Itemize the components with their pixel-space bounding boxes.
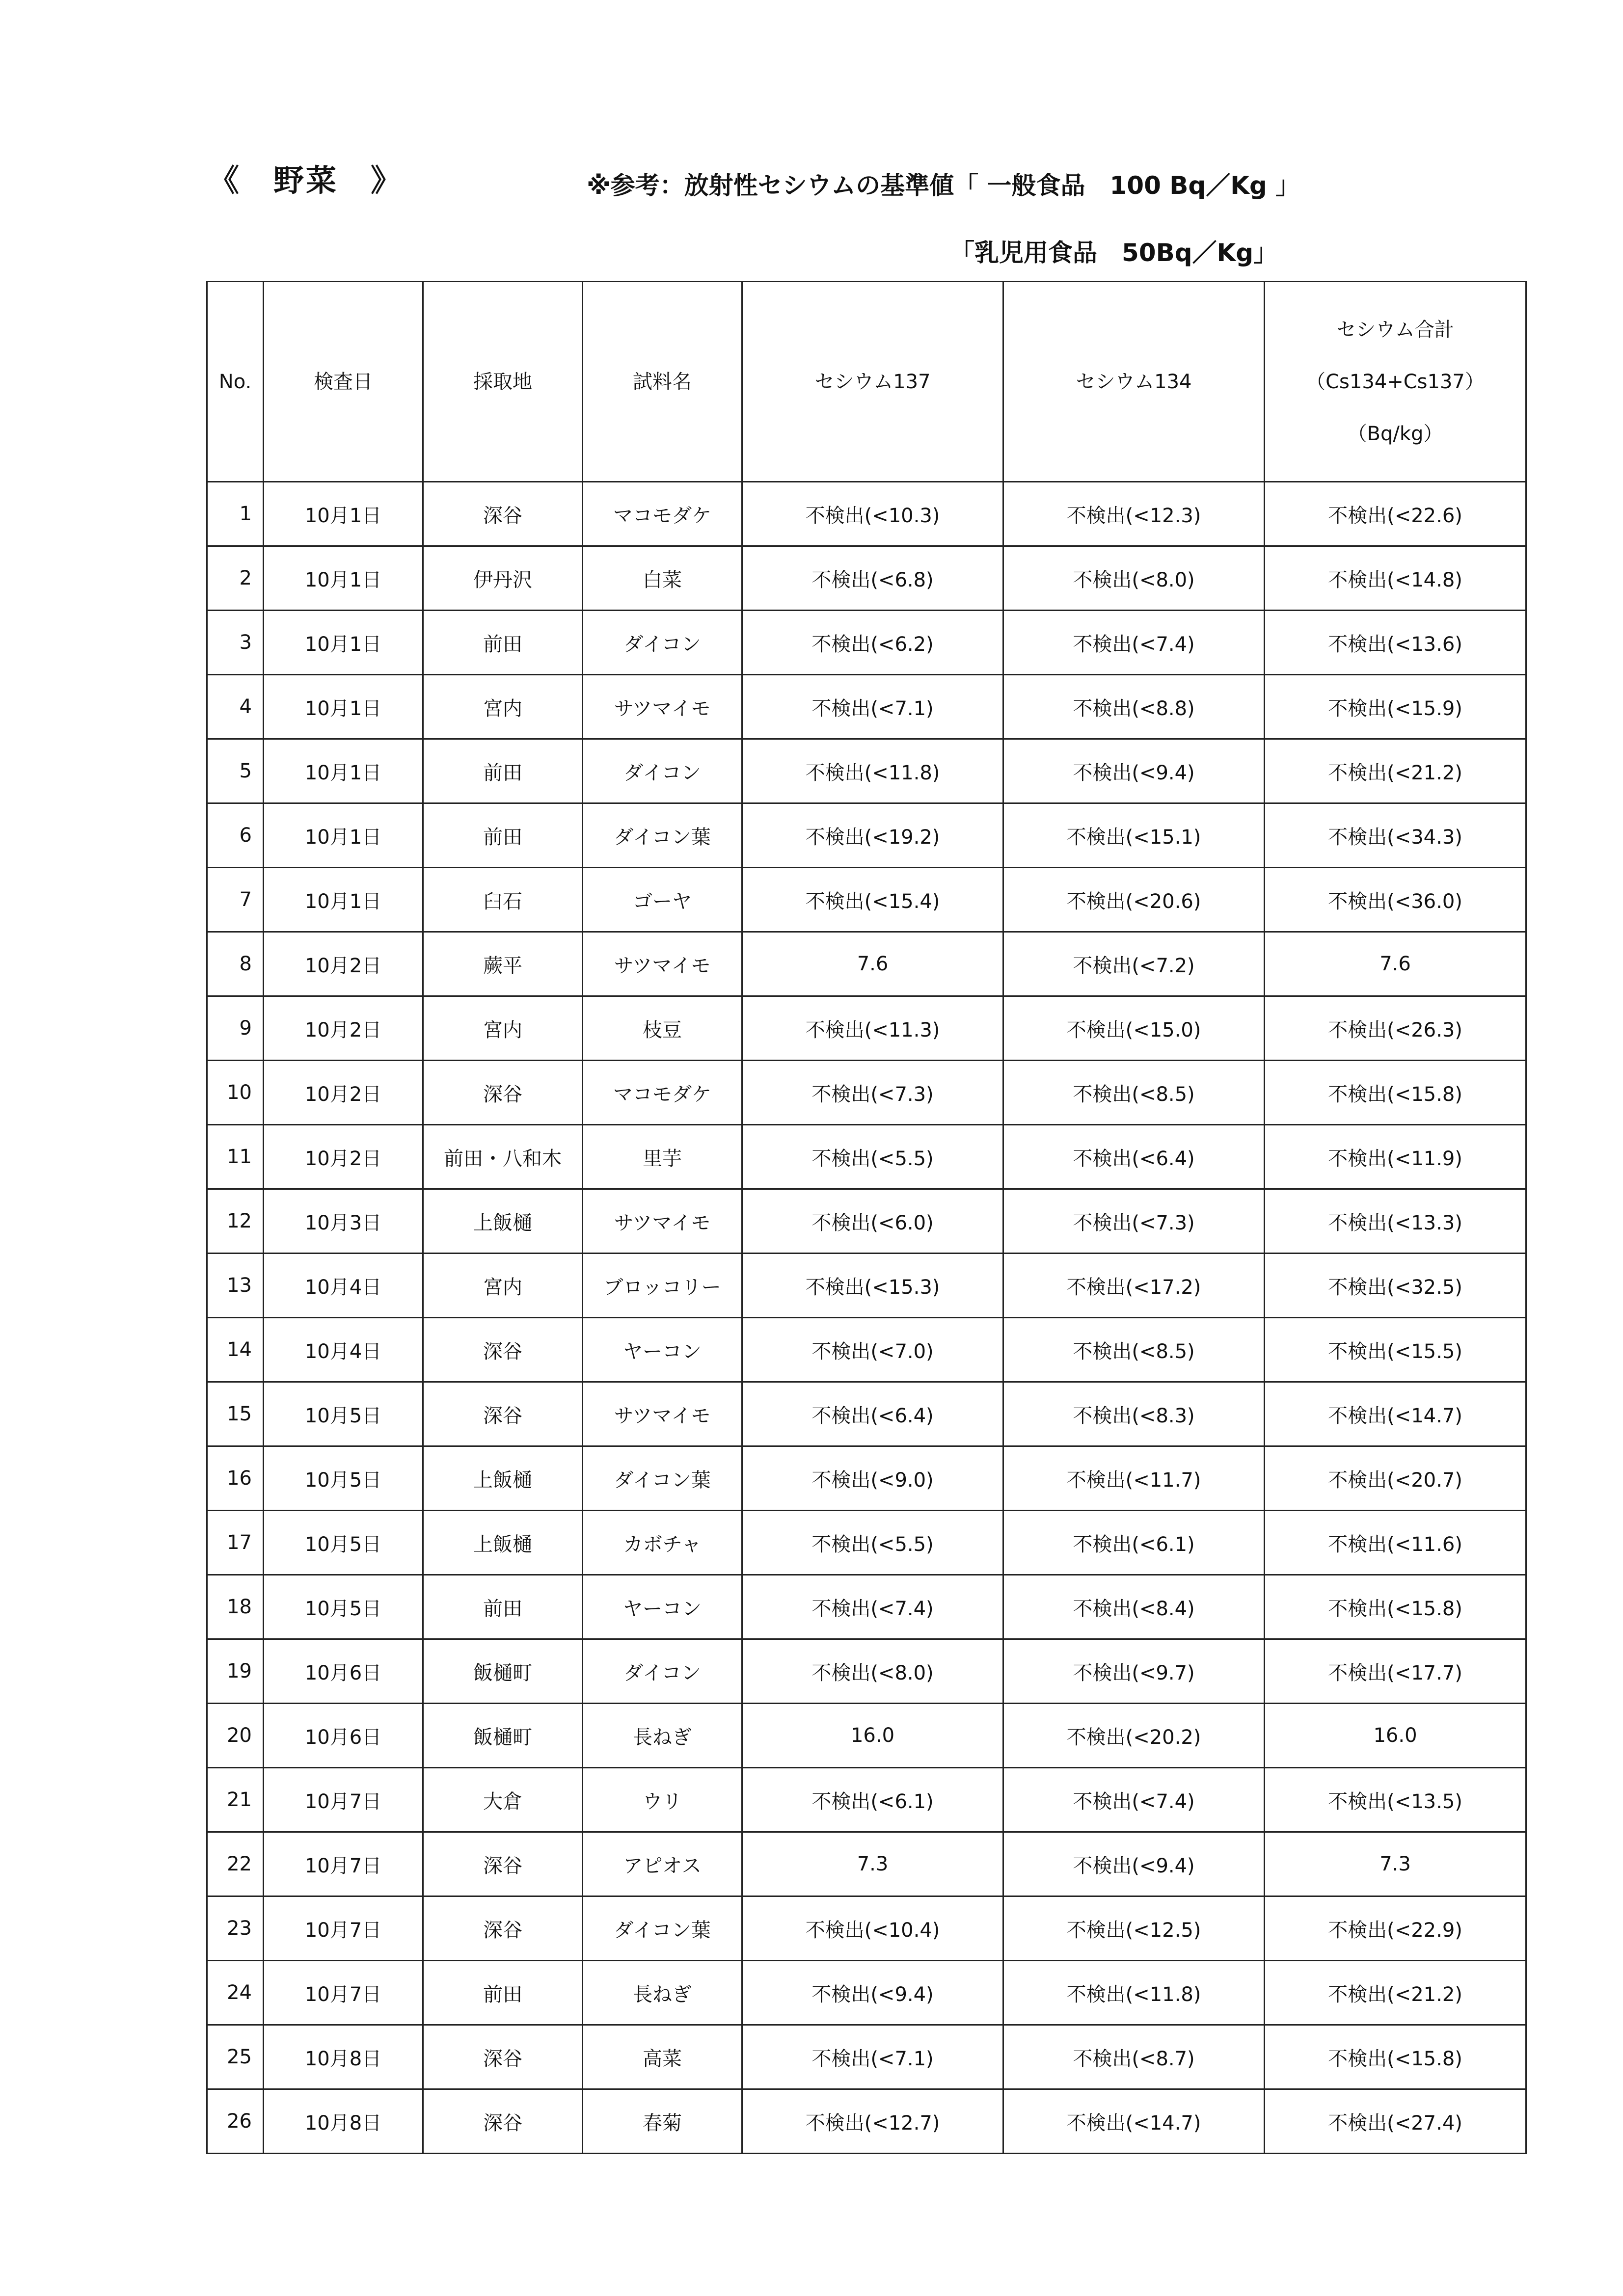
cell-date: 10月3日	[264, 1189, 423, 1254]
cell-location: 前田	[423, 1961, 583, 2025]
cell-sample: ヤーコン	[583, 1575, 742, 1639]
cell-location: 前田	[423, 803, 583, 868]
cell-date: 10月5日	[264, 1446, 423, 1511]
cell-total: 不検出(<11.6)	[1265, 1511, 1526, 1575]
header-row	[207, 282, 1526, 482]
cell-date: 10月1日	[264, 739, 423, 803]
cell-total: 不検出(<20.7)	[1265, 1446, 1526, 1511]
cell-no: 23	[207, 1896, 264, 1961]
col-header-sample: 試料名	[583, 282, 742, 482]
cell-cs137: 不検出(<11.3)	[742, 996, 1003, 1061]
cell-sample: ダイコン	[583, 1639, 742, 1704]
cell-location: 宮内	[423, 1254, 583, 1318]
cell-cs137: 不検出(<6.8)	[742, 546, 1003, 611]
table-row	[207, 1896, 1526, 1961]
cell-total: 不検出(<17.7)	[1265, 1639, 1526, 1704]
cell-sample: ウリ	[583, 1768, 742, 1832]
cell-cs134: 不検出(<8.4)	[1003, 1575, 1265, 1639]
cell-no: 3	[207, 611, 264, 675]
cell-total: 不検出(<15.8)	[1265, 2025, 1526, 2089]
cell-no: 8	[207, 932, 264, 996]
cell-sample: 枝豆	[583, 996, 742, 1061]
cell-cs134: 不検出(<20.6)	[1003, 868, 1265, 932]
cell-cs137: 不検出(<6.0)	[742, 1189, 1003, 1254]
col-header-date: 検査日	[264, 282, 423, 482]
cell-cs134: 不検出(<7.3)	[1003, 1189, 1265, 1254]
cell-no: 11	[207, 1125, 264, 1189]
cell-cs137: 不検出(<7.0)	[742, 1318, 1003, 1382]
cell-cs134: 不検出(<6.4)	[1003, 1125, 1265, 1189]
table-row	[207, 1254, 1526, 1318]
table-row	[207, 482, 1526, 546]
cell-cs137: 不検出(<6.4)	[742, 1382, 1003, 1446]
cell-location: 前田	[423, 1575, 583, 1639]
cell-cs134: 不検出(<14.7)	[1003, 2089, 1265, 2154]
table-row	[207, 1639, 1526, 1704]
cell-cs134: 不検出(<9.4)	[1003, 1832, 1265, 1896]
cell-date: 10月6日	[264, 1704, 423, 1768]
cell-sample: 里芋	[583, 1125, 742, 1189]
cell-sample: サツマイモ	[583, 1189, 742, 1254]
cell-cs134: 不検出(<15.0)	[1003, 996, 1265, 1061]
cell-date: 10月2日	[264, 996, 423, 1061]
cell-no: 22	[207, 1832, 264, 1896]
cell-cs137: 7.3	[742, 1832, 1003, 1896]
cell-total: 不検出(<34.3)	[1265, 803, 1526, 868]
table-row	[207, 1575, 1526, 1639]
cell-location: 深谷	[423, 2025, 583, 2089]
cell-sample: ダイコン葉	[583, 803, 742, 868]
cell-location: 深谷	[423, 2089, 583, 2154]
cell-location: 上飯樋	[423, 1511, 583, 1575]
cell-sample: サツマイモ	[583, 1382, 742, 1446]
cell-location: 臼石	[423, 868, 583, 932]
cell-total: 不検出(<26.3)	[1265, 996, 1526, 1061]
cell-total: 16.0	[1265, 1704, 1526, 1768]
cell-cs134: 不検出(<9.7)	[1003, 1639, 1265, 1704]
cell-cs137: 不検出(<6.1)	[742, 1768, 1003, 1832]
cell-location: 蕨平	[423, 932, 583, 996]
cell-date: 10月1日	[264, 611, 423, 675]
cell-no: 24	[207, 1961, 264, 2025]
cell-location: 深谷	[423, 1832, 583, 1896]
table-row	[207, 803, 1526, 868]
cell-date: 10月7日	[264, 1768, 423, 1832]
cell-total: 不検出(<15.9)	[1265, 675, 1526, 739]
cell-cs134: 不検出(<12.5)	[1003, 1896, 1265, 1961]
table-row	[207, 1511, 1526, 1575]
cell-cs134: 不検出(<7.4)	[1003, 611, 1265, 675]
table-row	[207, 1768, 1526, 1832]
cell-cs137: 不検出(<7.3)	[742, 1061, 1003, 1125]
col-header-cs134: セシウム134	[1003, 282, 1265, 482]
cell-total: 不検出(<14.7)	[1265, 1382, 1526, 1446]
cell-cs134: 不検出(<15.1)	[1003, 803, 1265, 868]
cell-date: 10月7日	[264, 1896, 423, 1961]
cell-date: 10月1日	[264, 675, 423, 739]
cell-total: 不検出(<21.2)	[1265, 1961, 1526, 2025]
cell-total: 不検出(<11.9)	[1265, 1125, 1526, 1189]
cell-total: 不検出(<14.8)	[1265, 546, 1526, 611]
cell-cs134: 不検出(<7.4)	[1003, 1768, 1265, 1832]
col-header-location: 採取地	[423, 282, 583, 482]
table-row	[207, 1961, 1526, 2025]
table-row	[207, 868, 1526, 932]
cell-date: 10月8日	[264, 2025, 423, 2089]
cell-total: 不検出(<27.4)	[1265, 2089, 1526, 2154]
cell-location: 大倉	[423, 1768, 583, 1832]
cell-sample: サツマイモ	[583, 675, 742, 739]
cell-cs134: 不検出(<8.8)	[1003, 675, 1265, 739]
cell-location: 深谷	[423, 482, 583, 546]
cell-no: 18	[207, 1575, 264, 1639]
cell-sample: ダイコン	[583, 611, 742, 675]
table-row	[207, 1061, 1526, 1125]
cell-cs134: 不検出(<8.0)	[1003, 546, 1265, 611]
cell-sample: 高菜	[583, 2025, 742, 2089]
cell-no: 26	[207, 2089, 264, 2154]
cell-no: 19	[207, 1639, 264, 1704]
cell-cs134: 不検出(<11.8)	[1003, 1961, 1265, 2025]
cell-date: 10月8日	[264, 2089, 423, 2154]
cell-cs137: 不検出(<10.3)	[742, 482, 1003, 546]
cell-cs137: 不検出(<9.4)	[742, 1961, 1003, 2025]
cell-cs134: 不検出(<7.2)	[1003, 932, 1265, 996]
results-table-body	[207, 482, 1526, 2154]
cell-no: 5	[207, 739, 264, 803]
cell-no: 13	[207, 1254, 264, 1318]
cell-date: 10月4日	[264, 1254, 423, 1318]
cell-sample: ブロッコリー	[583, 1254, 742, 1318]
cell-cs134: 不検出(<8.7)	[1003, 2025, 1265, 2089]
cell-total: 不検出(<22.9)	[1265, 1896, 1526, 1961]
cell-location: 深谷	[423, 1382, 583, 1446]
cell-total: 7.3	[1265, 1832, 1526, 1896]
cell-location: 前田	[423, 739, 583, 803]
cell-total: 不検出(<13.3)	[1265, 1189, 1526, 1254]
cell-cs137: 7.6	[742, 932, 1003, 996]
cell-no: 9	[207, 996, 264, 1061]
cell-no: 7	[207, 868, 264, 932]
cell-location: 宮内	[423, 996, 583, 1061]
cell-location: 宮内	[423, 675, 583, 739]
table-row	[207, 1832, 1526, 1896]
col-header-total	[1265, 282, 1526, 482]
cell-cs137: 不検出(<11.8)	[742, 739, 1003, 803]
cell-sample: 白菜	[583, 546, 742, 611]
cell-cs137: 不検出(<15.3)	[742, 1254, 1003, 1318]
cell-cs134: 不検出(<11.7)	[1003, 1446, 1265, 1511]
table-row	[207, 1189, 1526, 1254]
cell-no: 4	[207, 675, 264, 739]
cell-total: 不検出(<36.0)	[1265, 868, 1526, 932]
cell-total: 不検出(<22.6)	[1265, 482, 1526, 546]
cell-location: 飯樋町	[423, 1704, 583, 1768]
cell-cs134: 不検出(<12.3)	[1003, 482, 1265, 546]
cell-date: 10月1日	[264, 546, 423, 611]
cell-sample: マコモダケ	[583, 1061, 742, 1125]
cell-cs137: 不検出(<7.1)	[742, 2025, 1003, 2089]
cell-sample: 長ねぎ	[583, 1704, 742, 1768]
table-row	[207, 675, 1526, 739]
cell-date: 10月2日	[264, 932, 423, 996]
cell-location: 前田・八和木	[423, 1125, 583, 1189]
cell-no: 21	[207, 1768, 264, 1832]
table-row	[207, 2025, 1526, 2089]
cell-cs137: 不検出(<10.4)	[742, 1896, 1003, 1961]
cell-total: 不検出(<15.8)	[1265, 1061, 1526, 1125]
col-header-total-formula: （Cs134+Cs137）	[1306, 370, 1485, 393]
cell-sample: 長ねぎ	[583, 1961, 742, 2025]
cell-total: 不検出(<13.5)	[1265, 1768, 1526, 1832]
cell-location: 上飯樋	[423, 1446, 583, 1511]
cell-total: 7.6	[1265, 932, 1526, 996]
table-row	[207, 2089, 1526, 2154]
cell-date: 10月5日	[264, 1511, 423, 1575]
cell-date: 10月1日	[264, 482, 423, 546]
cell-sample: ダイコン葉	[583, 1446, 742, 1511]
col-header-total-unit: （Bq/kg）	[1347, 422, 1443, 445]
cell-sample: ゴーヤ	[583, 868, 742, 932]
cell-date: 10月6日	[264, 1639, 423, 1704]
cell-cs137: 不検出(<7.1)	[742, 675, 1003, 739]
cell-cs137: 不検出(<5.5)	[742, 1125, 1003, 1189]
cell-cs137: 不検出(<15.4)	[742, 868, 1003, 932]
cell-sample: ヤーコン	[583, 1318, 742, 1382]
cell-total: 不検出(<13.6)	[1265, 611, 1526, 675]
table-row	[207, 1318, 1526, 1382]
cell-no: 17	[207, 1511, 264, 1575]
cell-date: 10月5日	[264, 1382, 423, 1446]
cell-no: 1	[207, 482, 264, 546]
cell-no: 15	[207, 1382, 264, 1446]
col-header-total-title: セシウム合計	[1336, 318, 1454, 341]
cell-date: 10月2日	[264, 1061, 423, 1125]
cell-cs134: 不検出(<8.3)	[1003, 1382, 1265, 1446]
cell-cs134: 不検出(<20.2)	[1003, 1704, 1265, 1768]
col-header-cs137: セシウム137	[742, 282, 1003, 482]
table-row	[207, 1704, 1526, 1768]
cell-total: 不検出(<32.5)	[1265, 1254, 1526, 1318]
cell-date: 10月7日	[264, 1961, 423, 2025]
cell-sample: アピオス	[583, 1832, 742, 1896]
cell-date: 10月1日	[264, 803, 423, 868]
cell-total: 不検出(<21.2)	[1265, 739, 1526, 803]
cell-date: 10月7日	[264, 1832, 423, 1896]
reference-standard-general: ※参考：放射性セシウムの基準値「 一般食品 100 Bq／Kg 」	[587, 171, 1300, 200]
cell-date: 10月5日	[264, 1575, 423, 1639]
cell-location: 上飯樋	[423, 1189, 583, 1254]
cell-cs137: 不検出(<7.4)	[742, 1575, 1003, 1639]
cell-date: 10月1日	[264, 868, 423, 932]
cell-location: 伊丹沢	[423, 546, 583, 611]
cell-cs137: 不検出(<6.2)	[742, 611, 1003, 675]
cell-no: 20	[207, 1704, 264, 1768]
cell-sample: ダイコン葉	[583, 1896, 742, 1961]
cell-no: 16	[207, 1446, 264, 1511]
cell-cs137: 不検出(<8.0)	[742, 1639, 1003, 1704]
results-table	[206, 281, 1527, 2154]
cell-no: 12	[207, 1189, 264, 1254]
table-row	[207, 611, 1526, 675]
cell-location: 深谷	[423, 1896, 583, 1961]
cell-cs137: 不検出(<12.7)	[742, 2089, 1003, 2154]
cell-cs137: 不検出(<5.5)	[742, 1511, 1003, 1575]
table-row	[207, 546, 1526, 611]
table-row	[207, 1125, 1526, 1189]
page-title: 《 野菜 》	[209, 162, 404, 198]
cell-location: 深谷	[423, 1318, 583, 1382]
cell-location: 前田	[423, 611, 583, 675]
table-row	[207, 1382, 1526, 1446]
cell-total: 不検出(<15.8)	[1265, 1575, 1526, 1639]
cell-cs134: 不検出(<8.5)	[1003, 1061, 1265, 1125]
cell-location: 飯樋町	[423, 1639, 583, 1704]
cell-sample: カボチャ	[583, 1511, 742, 1575]
cell-sample: サツマイモ	[583, 932, 742, 996]
cell-cs137: 不検出(<9.0)	[742, 1446, 1003, 1511]
cell-cs137: 不検出(<19.2)	[742, 803, 1003, 868]
cell-location: 深谷	[423, 1061, 583, 1125]
cell-no: 6	[207, 803, 264, 868]
cell-no: 2	[207, 546, 264, 611]
cell-date: 10月4日	[264, 1318, 423, 1382]
cell-cs134: 不検出(<9.4)	[1003, 739, 1265, 803]
cell-sample: マコモダケ	[583, 482, 742, 546]
cell-date: 10月2日	[264, 1125, 423, 1189]
cell-cs134: 不検出(<17.2)	[1003, 1254, 1265, 1318]
cell-no: 25	[207, 2025, 264, 2089]
reference-standard-infant: 「乳児用食品 50Bq／Kg」	[950, 239, 1278, 267]
table-row	[207, 932, 1526, 996]
cell-cs134: 不検出(<6.1)	[1003, 1511, 1265, 1575]
cell-total: 不検出(<15.5)	[1265, 1318, 1526, 1382]
cell-sample: 春菊	[583, 2089, 742, 2154]
cell-cs134: 不検出(<8.5)	[1003, 1318, 1265, 1382]
cell-sample: ダイコン	[583, 739, 742, 803]
col-header-no: No.	[207, 282, 264, 482]
cell-cs137: 16.0	[742, 1704, 1003, 1768]
table-row	[207, 739, 1526, 803]
cell-no: 10	[207, 1061, 264, 1125]
table-row	[207, 996, 1526, 1061]
table-row	[207, 1446, 1526, 1511]
cell-no: 14	[207, 1318, 264, 1382]
